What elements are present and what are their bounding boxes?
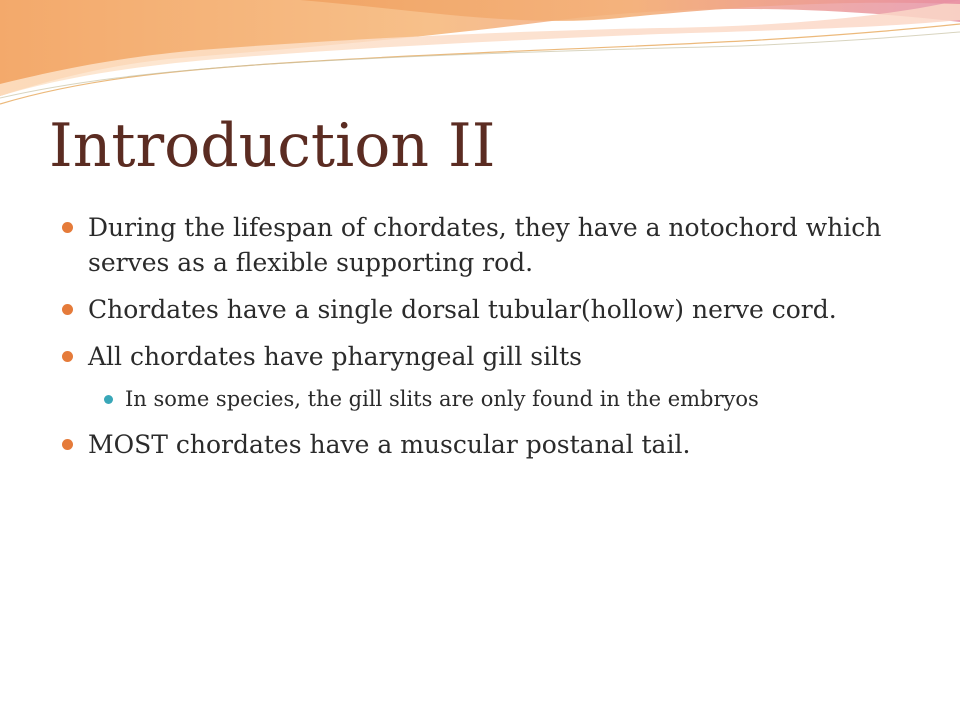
bullet-text: Chordates have a single dorsal tubular(hollow) nerve cord. [88, 295, 837, 324]
bullet-dot-icon [62, 222, 73, 233]
bullet-text: During the lifespan of chordates, they have a notochord which serves as a flexible supporting rod. [88, 213, 882, 277]
bullet-text: All chordates have pharyngeal gill silts [88, 342, 582, 371]
bullet-list [60, 210, 910, 474]
bullet-dot-icon [62, 439, 73, 450]
header-wave-decoration [0, 0, 960, 120]
bullet-dot-icon [62, 351, 73, 362]
sub-bullet-dot-icon [104, 395, 113, 404]
bullet-item [60, 292, 910, 327]
bullet-item [60, 210, 910, 280]
bullet-dot-icon [62, 304, 73, 315]
sub-bullet-item [60, 384, 910, 415]
bullet-item [60, 339, 910, 374]
sub-bullet-text: In some species, the gill slits are only found in the embryos [125, 387, 759, 411]
bullet-item [60, 427, 910, 462]
slide-title: Introduction II [49, 111, 496, 181]
bullet-text: MOST chordates have a muscular postanal tail. [88, 430, 691, 459]
